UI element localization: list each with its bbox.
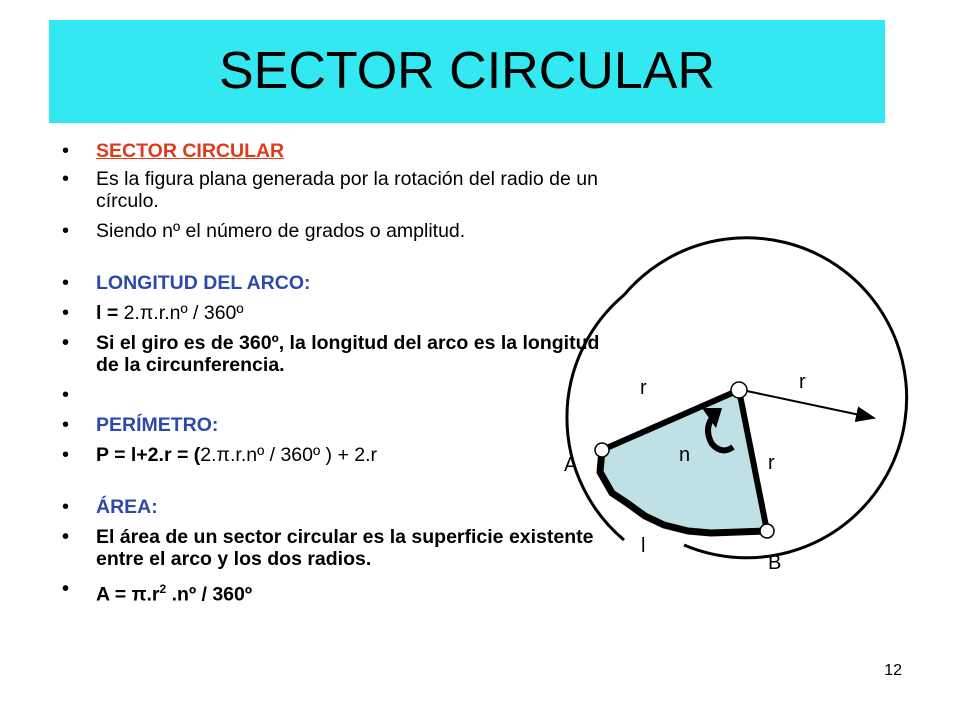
label-r-top: r	[799, 371, 806, 393]
bullet-arc-note: • Si el giro es de 360º, la longitud del arco es la longitud de la circunferencia.	[62, 332, 602, 376]
point-a	[595, 443, 609, 457]
bullet-empty	[62, 384, 602, 406]
slide-title: SECTOR CIRCULAR	[218, 42, 715, 100]
bullet-area-formula: • $A = \pi.r^2$ .nº / 360º	[62, 578, 602, 606]
bullet-heading: • SECTOR CIRCULAR	[62, 140, 602, 162]
label-n: n	[679, 444, 691, 466]
sector-diagram	[564, 240, 900, 590]
title-bar	[49, 20, 885, 123]
label-r-left: r	[640, 377, 647, 399]
label-l: l	[641, 535, 646, 557]
page-number: 12	[884, 662, 902, 679]
bullet-perimeter-heading: • PERÍMETRO:	[62, 414, 602, 436]
point-b	[760, 524, 774, 538]
bullet-list	[62, 140, 602, 606]
bullet-amplitude: • Siendo nº el número de grados o amplitud.	[62, 220, 602, 242]
bullet-perimeter-formula: • P = l+2.r = (2.π.r.nº / 360º ) + 2.r	[62, 444, 602, 466]
radius-arrow	[742, 390, 874, 418]
bullet-definition: • Es la figura plana generada por la rotación del radio de un círculo.	[62, 168, 602, 212]
center-point	[731, 382, 747, 398]
bullet-arc-formula: • l = 2.π.r.nº / 360º	[62, 302, 602, 324]
label-r-right: r	[768, 452, 775, 474]
label-b: B	[768, 552, 782, 574]
bullet-arc-heading: • LONGITUD DEL ARCO:	[62, 272, 602, 294]
bullet-area-heading: • ÁREA:	[62, 496, 602, 518]
bullet-area-definition: • El área de un sector circular es la superficie existente entre el arco y los dos radios.	[62, 526, 602, 570]
label-a: A	[564, 454, 578, 476]
